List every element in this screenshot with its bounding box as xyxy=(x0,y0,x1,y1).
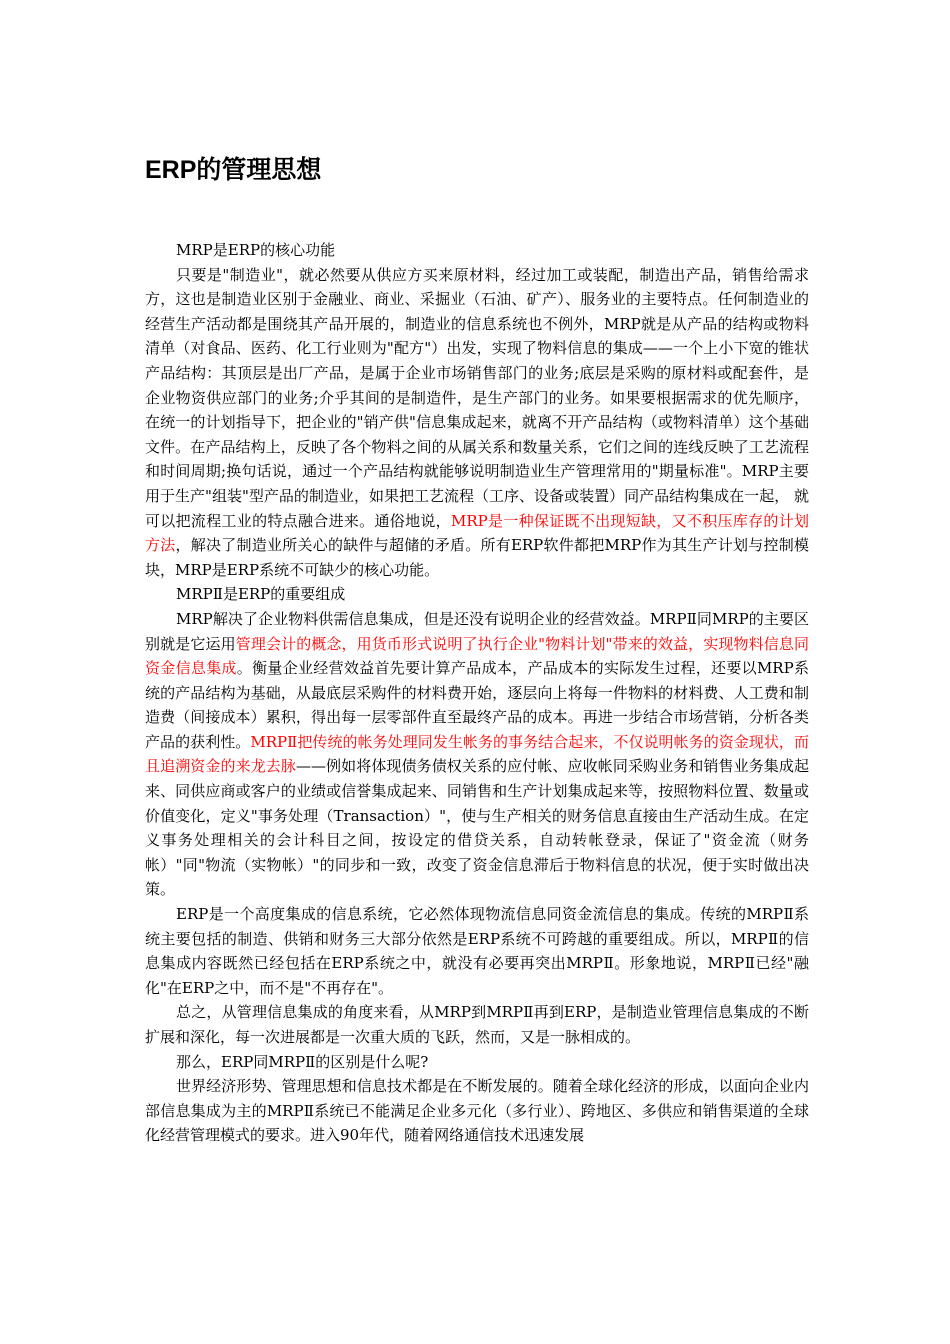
paragraph-5 xyxy=(145,902,809,1000)
paragraph-1 xyxy=(145,238,809,263)
text-run: 那么，ERP同MRPⅡ的区别是什么呢? xyxy=(176,1052,429,1071)
paragraph-8 xyxy=(145,1074,809,1148)
paragraph-3 xyxy=(145,582,809,607)
paragraph-4 xyxy=(145,607,809,902)
page-title: ERP的管理思想 xyxy=(145,156,322,184)
highlighted-text: 管理会计的概念，用货币形式说明了执行企业"物料计划"带来的效益，实现物料信息同资金信息集成 xyxy=(145,634,809,678)
text-run: MRPⅡ是ERP的重要组成 xyxy=(176,585,346,604)
document-body xyxy=(145,238,809,1148)
text-run: 只要是"制造业"，就必然要从供应方买来原材料，经过加工或装配，制造出产品，销售给需求方，这也是制造业区别于金融业、商业、采掘业（石油、矿产）、服务业的主要特点。任何制造业的经营生产活动都是围绕其产品开展的，制造业的信息系统也不例外，MRP就是从产品的结构或物料清单（对食品、医药、化工行业则为"配方"）出发，实现了物料信息的集成——一个上小下宽的锥状产品结构：其顶层是出厂产品，是属于企业市场销售部门的业务;底层是采购的原材料或配套件，是企业物资供应部门的业务;介乎其间的是制造件，是生产部门的业务。如果要根据需求的优先顺序，在统一的计划指导下，把企业的"销产供"信息集成起来，就离不开产品结构（或物料清单）这个基础文件。在产品结构上，反映了各个物料之间的从属关系和数量关系，它们之间的连线反映了工艺流程和时间周期;换句话说，通过一个产品结构就能够说明制造业生产管理常用的"期量标准"。MRP主要用于生产"组装"型产品的制造业，如果把工艺流程（工序、设备或装置）同产品结构集成在一起， 就可以把流程工业的特点融合进来。通俗地说， xyxy=(145,265,809,530)
text-run: 总之，从管理信息集成的角度来看，从MRP到MRPⅡ再到ERP，是制造业管理信息集成的不断扩展和深化，每一次进展都是一次重大质的飞跃，然而，又是一脉相成的。 xyxy=(145,1003,809,1046)
text-run: MRP是ERP的核心功能 xyxy=(176,241,336,259)
text-run: MRP解决了企业物料供需信息集成，但是还没有说明企业的经营效益。MRPⅡ同MRP的主要区别就是它运用 xyxy=(145,609,809,653)
text-run: ——例如将体现债务债权关系的应付帐、应收帐同采购业务和销售业务集成起来、同供应商或客户的业绩或信誉集成起来、同销售和生产计划集成起来等，按照物料位置、数量或价值变化，定义"事务处理（Transaction）"，使与生产相关的财务信息直接由生产活动生成。在定义事务处理相关的会计科目之间，按设定的借贷关系，自动转帐登录，保证了"资金流（财务帐）"同"物流（实物帐）"的同步和一致，改变了资金信息滞后于物料信息的状况，便于实时做出决策。 xyxy=(145,757,809,899)
text-run: 。衡量企业经营效益首先要计算产品成本，产品成本的实际发生过程，还要以MRP系统的产品结构为基础，从最底层采购件的材料费开始，逐层向上将每一件物料的材料费、人工费和制造费（间接成本）累积，得出每一层零部件直至最终产品的成本。再进一步结合市场营销，分析各类产品的获利性。 xyxy=(145,659,809,751)
paragraph-7 xyxy=(145,1050,809,1075)
text-run: ，解决了制造业所关心的缺件与超储的矛盾。所有ERP软件都把MRP作为其生产计划与控制模块，MRP是ERP系统不可缺少的核心功能。 xyxy=(145,536,809,579)
paragraph-2 xyxy=(145,263,809,583)
text-run: 世界经济形势、管理思想和信息技术都是在不断发展的。随着全球化经济的形成，以面向企业内部信息集成为主的MRPⅡ系统已不能满足企业多元化（多行业）、跨地区、多供应和销售渠道的全球化经营管理模式的要求。进入90年代，随着网络通信技术迅速发展 xyxy=(145,1077,809,1145)
highlighted-text: MRP是一种保证既不出现短缺，又不积压库存的计划方法 xyxy=(145,511,809,555)
paragraph-6 xyxy=(145,1000,809,1049)
text-run: ERP是一个高度集成的信息系统，它必然体现物流信息同资金流信息的集成。传统的MRPⅡ系统主要包括的制造、供销和财务三大部分依然是ERP系统不可跨越的重要组成。所以，MRPⅡ的信息集成内容既然已经包括在ERP系统之中，就没有必要再突出MRPⅡ。形象地说，MRPⅡ已经"融化"在ERP之中，而不是"不再存在"。 xyxy=(145,905,809,997)
highlighted-text: MRPⅡ把传统的帐务处理同发生帐务的事务结合起来，不仅说明帐务的资金现状，而且追溯资金的来龙去脉 xyxy=(145,732,809,776)
